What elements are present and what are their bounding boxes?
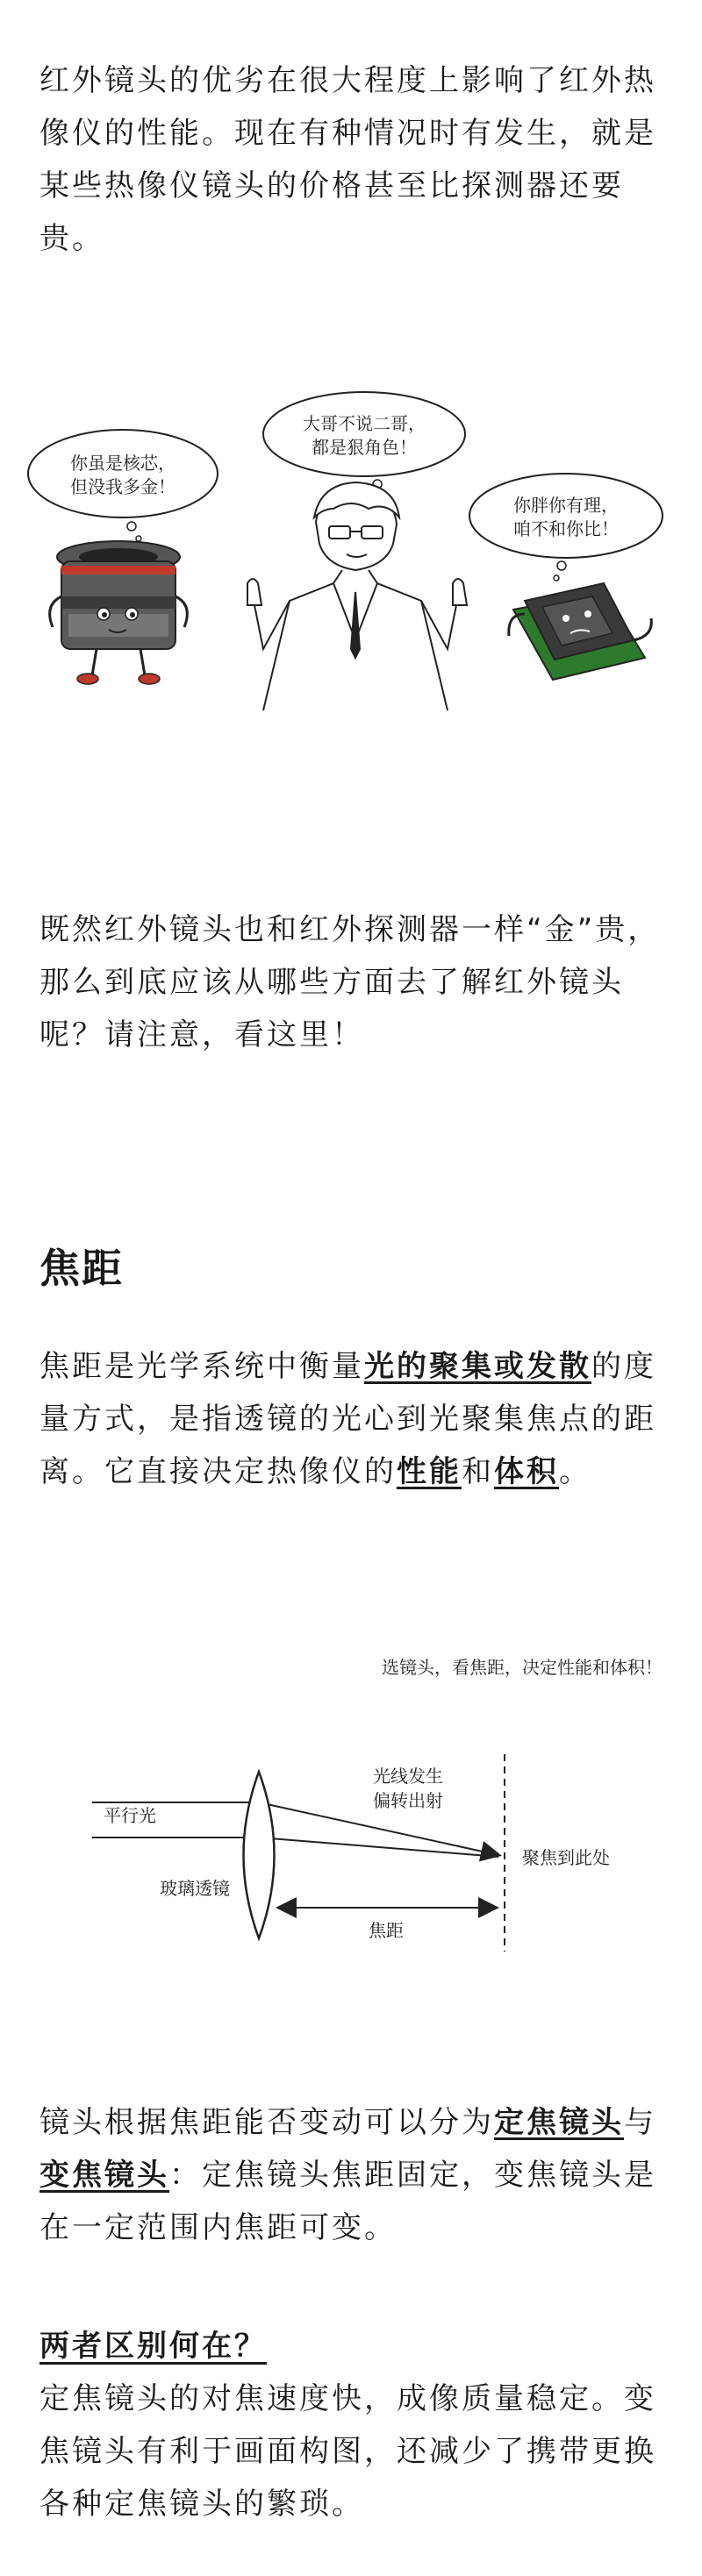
- label-focus-here: 聚焦到此处: [522, 1847, 610, 1868]
- focal-text-pre: 焦距是光学系统中衡量: [39, 1349, 364, 1384]
- difference-title: 两者区别何在？: [39, 2329, 267, 2364]
- label-parallel-light: 平行光: [104, 1805, 156, 1826]
- focal-length-paragraph: [39, 1340, 671, 1498]
- bubble-person-line2: 都是狠角色！: [312, 437, 417, 458]
- section-heading-focal-length: 焦距: [39, 1245, 124, 1292]
- lens-shape-icon: [244, 1772, 275, 1938]
- bubble-lens-line1: 你虽是核芯，: [70, 453, 176, 474]
- focal-text-end: 。: [559, 1454, 591, 1489]
- highlight-zoom-lens: 变焦镜头: [39, 2158, 169, 2193]
- focal-text-and: 和: [462, 1454, 494, 1489]
- bubble-lens-line2: 但没我多金！: [70, 476, 176, 497]
- comic-illustration: [0, 386, 702, 710]
- focal-text-mid: 的度量方式，是指透镜的光心到光聚集焦点的距离。它直接决定热像仪的: [39, 1349, 656, 1489]
- person-character-icon: [247, 482, 467, 710]
- lens-diagram: [0, 1737, 702, 1965]
- types-text-pre: 镜头根据焦距能否变动可以分为: [39, 2105, 494, 2140]
- highlight-volume: 体积: [494, 1454, 559, 1489]
- bubble-chip-line1: 你胖你有理，: [513, 495, 619, 516]
- bubble-chip-line2: 咱不和你比！: [513, 518, 619, 539]
- question-paragraph: 既然红外镜头也和红外探测器一样“金”贵，那么到底应该从哪些方面去了解红外镜头呢？请注意，看这里！: [39, 912, 661, 1053]
- label-glass-lens: 玻璃透镜: [160, 1878, 230, 1899]
- label-deflect-line2: 偏转出射: [373, 1790, 443, 1811]
- lens-types-paragraph: [39, 2096, 671, 2254]
- label-deflect-line1: 光线发生: [373, 1766, 443, 1787]
- types-text-mid: 与: [624, 2105, 656, 2140]
- highlight-prime-lens: 定焦镜头: [494, 2105, 624, 2140]
- diagram-caption: 选镜头，看焦距，决定性能和体积！: [382, 1657, 663, 1678]
- difference-text: 定焦镜头的对焦速度快，成像质量稳定。变焦镜头有利于画面构图，还减少了携带更换各种定焦镜头的繁琐。: [39, 2381, 656, 2522]
- chip-character-icon: [509, 583, 652, 680]
- highlight-performance: 性能: [397, 1454, 462, 1489]
- lens-character-icon: [50, 541, 188, 684]
- speech-bubble-chip: [469, 474, 663, 581]
- label-focal-length: 焦距: [369, 1920, 404, 1941]
- bubble-person-line1: 大哥不说二哥，: [303, 413, 426, 434]
- types-text-post: ：定焦镜头焦距固定，变焦镜头是在一定范围内焦距可变。: [39, 2158, 656, 2245]
- difference-section: [39, 2320, 671, 2530]
- highlight-converge-diverge: 光的聚集或发散: [364, 1349, 591, 1384]
- intro-paragraph: 红外镜头的优劣在很大程度上影响了红外热像仪的性能。现在有种情况时有发生，就是某些热像仪镜头的价格甚至比探测器还要贵。: [39, 63, 656, 256]
- speech-bubble-lens: [28, 430, 218, 541]
